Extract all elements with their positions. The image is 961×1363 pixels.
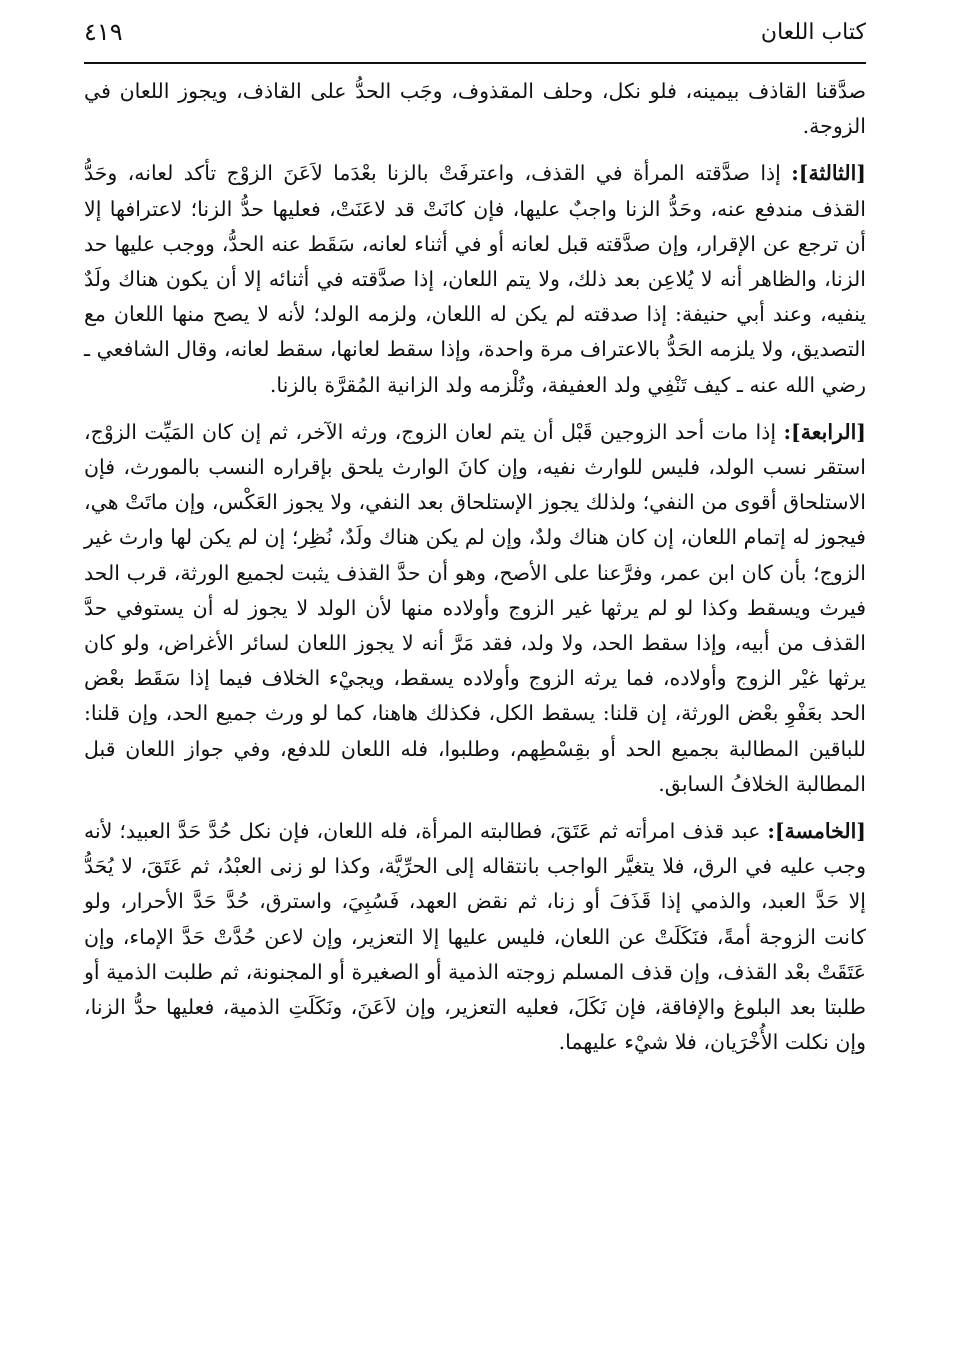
paragraph-fifth-issue [84, 814, 866, 1060]
body-text [84, 74, 866, 1072]
paragraph-third-issue [84, 156, 866, 402]
paragraph-continuation [84, 74, 866, 144]
paragraph-text: إذا صدَّقته المرأة في القذف، واعترفَتْ بالزنا بعْدَما لاَعَنَ الزوْج تأكد لعانه، وحَدُّ القذف مندفع عنه، وحَدُّ الزنا واجبٌ عليها، فإن كانَتْ قد لاعَنَتْ، فعليها حدُّ الزنا؛ لاعترافها إلا أن ترجع عن الإقرار، وإن صدَّقته قبل لعانه أو في أثناء لعانه، سَقَط عنه الحدُّ، ووجب عليها حد الزنا، والظاهر أنه لا يُلاعِن بعد ذلك، ولا يتم اللعان، إذا صدَّقته في أثنائه إلا أن يكون هناك ولَدٌ ينفيه، وعند أبي حنيفة: إذا صدقته لم يكن له اللعان، ولزمه الولد؛ لأنه لا يصح منها اللعان مع التصديق، ولا يلزمه الحَدُّ بالاعتراف مرة واحدة، وإذا سقط لعانها، سقط لعانه، وقال الشافعي ـ رضي الله عنه ـ كيف تَنْفِي ولد العفيفة، وتُلْزمه ولد الزانية المُقرَّة بالزنا. [84, 161, 866, 397]
paragraph-text: عبد قذف امرأته ثم عَتَقَ، فطالبته المرأة، فله اللعان، فإن نكل حُدَّ حَدَّ العبيد؛ لأنه وجب عليه في الرق، فلا يتغيَّر الواجب بانتقاله إلى الحرِّيَّة، وكذا لو زنى العبْدُ، ثم عَتَقَ، لا يُحَدُّ إلا حَدَّ العبد، والذمي إذا قَذَفَ أو زنا، ثم نقض العهد، فَسُبِيَ، واسترق، حُدَّ حَدَّ الأحرار، ولو كانت الزوجة أمةً، فنَكَلَتْ عن اللعان، فليس عليها إلا التعزير، وإن لاعن حُدَّتْ حَدَّ الإماء، وإن عَتَقَتْ بعْد القذف، وإن قذف المسلم زوجته الذمية أو الصغيرة أو المجنونة، ثم طلبت الذمية أو طلبتا بعد البلوغ والإفاقة، فإن نَكَلَ، فعليه التعزير، وإن لاَعَنَ، ونَكَلَتِ الذمية، فعليها حدُّ الزنا، وإن نكلت الأُخْرَيان، فلا شيْء عليهما. [84, 819, 866, 1055]
paragraph-text: إذا مات أحد الزوجين قَبْل أن يتم لعان الزوج، ورثه الآخر، ثم إن كان المَيِّت الزوْج، استقر نسب الولد، فليس للوارث نفيه، وإن كانَ الوارث يلحق بإقراره النسب بالمورث، فإن الاستلحاق أقوى من النفي؛ ولذلك يجوز الإستلحاق بعد النفي، ولا يجوز العَكْس، وإن ماتَتْ هي، فيجوز له إتمام اللعان، إن كان هناك ولدٌ، وإن لم يكن هناك ولَدٌ، نُظِر؛ إن لم يكن لها وارث غير الزوج؛ بأن كان ابن عمر، وفرَّعنا على الأصح، وهو أن حدَّ القذف يثبت لجميع الورثة، قرب الحد فيرث ويسقط وكذا لو لم يرثها غير الزوج وأولاده منها لأن الولد لا يجوز له أن يستوفي حدَّ القذف من أبيه، وإذا سقط الحد، ولا ولد، فقد مَرَّ أنه لا يجوز اللعان لسائر الأغراض، ولو كان يرثها غيْر الزوج وأولاده، فما يرثه الزوج وأولاده يسقط، ويجيْء الخلاف فيما إذا سَقَط بعْض الحد بعَفْوِ بعْض الورثة، إن قلنا: يسقط الكل، فكذلك هاهنا، كما لو ورث جميع الحد، وإن قلنا: للباقين المطالبة بجميع الحد أو بقِسْطِهم، وطلبوا، فله اللعان للدفع، وفي جواز اللعان قبل المطالبة الخلافُ السابق. [84, 419, 866, 796]
paragraph-fourth-issue [84, 415, 866, 802]
running-title: كتاب اللعان [760, 20, 866, 45]
page-number: ٤١٩ [84, 18, 123, 46]
header-rule [84, 62, 866, 64]
section-label: [الخامسة]: [767, 819, 866, 844]
section-label: [الرابعة]: [783, 419, 866, 444]
paragraph-text: صدَّقنا القاذف بيمينه، فلو نكل، وحلف المقذوف، وجَب الحدُّ على القاذف، ويجوز اللعان في الزوجة. [84, 79, 866, 139]
section-label: [الثالثة]: [791, 161, 866, 186]
page-header [84, 14, 866, 58]
